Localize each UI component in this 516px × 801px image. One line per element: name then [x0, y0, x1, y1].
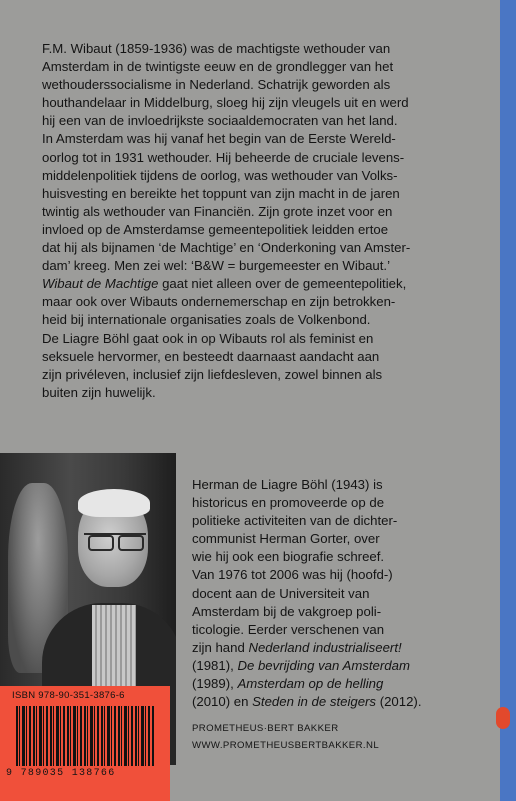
blurb-line: wethouderssocialisme in Nederland. Schatrijk geworden als	[42, 77, 391, 93]
bio-text: (2010) en	[192, 694, 253, 710]
blurb-line: buiten zijn huwelijk.	[42, 384, 156, 400]
blurb-line: dam’ kreeg. Men zei wel: ‘B&W = burgemeester en Wibaut.’	[42, 258, 391, 274]
bio-line: docent aan de Universiteit van	[192, 585, 370, 601]
barcode-icon	[16, 706, 154, 766]
bio-text: zijn hand	[192, 639, 249, 655]
book-title-italic: De bevrijding van Amsterdam	[237, 657, 410, 673]
blurb-line: middelenpolitiek tijdens de oorlog, was wethouder van Volks-	[42, 167, 398, 183]
spine-publisher-mark	[496, 707, 510, 729]
blurb-line: oorlog tot in 1931 wethouder. Hij beheerde de cruciale levens-	[42, 149, 405, 165]
bio-text: (2012).	[376, 694, 422, 710]
bio-line: politieke activiteiten van de dichter-	[192, 513, 398, 529]
glasses-icon	[84, 533, 146, 549]
bio-line: wie hij ook een biografie schreef.	[192, 549, 385, 565]
blurb-line: seksuele hervormer, en besteedt daarnaast aandacht aan	[42, 348, 380, 364]
author-bio	[192, 476, 492, 711]
publisher-website: WWW.PROMETHEUSBERTBAKKER.NL	[192, 740, 380, 751]
bio-line: communist Herman Gorter, over	[192, 531, 380, 547]
bio-line: Herman de Liagre Böhl (1943) is	[192, 477, 383, 492]
blurb-line: maar ook over Wibauts ondernemerschap en zijn betrokken-	[42, 294, 396, 310]
blurb-line: De Liagre Böhl gaat ook in op Wibauts rol als feminist en	[42, 330, 374, 346]
barcode-label	[0, 686, 170, 801]
blurb-line: heid bij internationale organisaties zoals de Volkenbond.	[42, 312, 371, 328]
bio-line: historicus en promoveerde op de	[192, 495, 385, 511]
barcode-digits: 9 789035 138766	[6, 768, 116, 779]
blurb-line: houthandelaar in Middelburg, sloeg hij zijn vleugels uit en werd	[42, 95, 409, 111]
bio-line	[192, 675, 492, 693]
bio-line	[192, 657, 492, 675]
book-title-italic: Amsterdam op de helling	[237, 676, 384, 692]
blurb-text: gaat niet alleen over de gemeentepolitiek,	[158, 276, 407, 292]
bio-line: Van 1976 tot 2006 was hij (hoofd-)	[192, 567, 393, 583]
book-title-italic: Nederland industrialiseert!	[248, 639, 402, 655]
bio-line	[192, 639, 492, 657]
blurb-line: twintig als wethouder van Financiën. Zijn grote inzet voor en	[42, 203, 393, 219]
blurb-line: hij een van de invloedrijkste sociaaldemocraten van het land.	[42, 113, 398, 129]
publisher-info	[192, 720, 492, 754]
blurb-line: F.M. Wibaut (1859-1936) was de machtigste wethouder van	[42, 41, 391, 56]
blurb-line: In Amsterdam was hij vanaf het begin van de Eerste Wereld-	[42, 131, 396, 147]
book-spine	[500, 0, 516, 801]
author-hair	[78, 489, 150, 517]
bio-text: (1989),	[192, 676, 238, 692]
blurb-line: invloed op de Amsterdamse gemeentepolitiek leidden ertoe	[42, 221, 389, 237]
bio-line: ticologie. Eerder verschenen van	[192, 621, 385, 637]
bio-line: Amsterdam bij de vakgroep poli-	[192, 603, 382, 619]
bio-text: (1981),	[192, 657, 238, 673]
blurb-line: dat hij als bijnamen ‘de Machtige’ en ‘Onderkoning van Amster-	[42, 240, 411, 256]
book-description	[42, 40, 492, 402]
isbn-text: ISBN 978-90-351-3876-6	[12, 690, 125, 701]
blurb-line: Amsterdam in de twintigste eeuw en de grondlegger van het	[42, 59, 394, 75]
book-title-italic: Wibaut de Machtige	[42, 276, 159, 292]
blurb-line: huisvesting en bereikte het toppunt van zijn macht in de jaren	[42, 185, 400, 201]
book-title-italic: Steden in de steigers	[252, 694, 377, 710]
bio-line	[192, 693, 492, 711]
blurb-line: zijn privéleven, inclusief zijn liefdesleven, zowel binnen als	[42, 366, 383, 382]
publisher-name: PROMETHEUS·BERT BAKKER	[192, 723, 339, 734]
blurb-line	[42, 275, 492, 293]
